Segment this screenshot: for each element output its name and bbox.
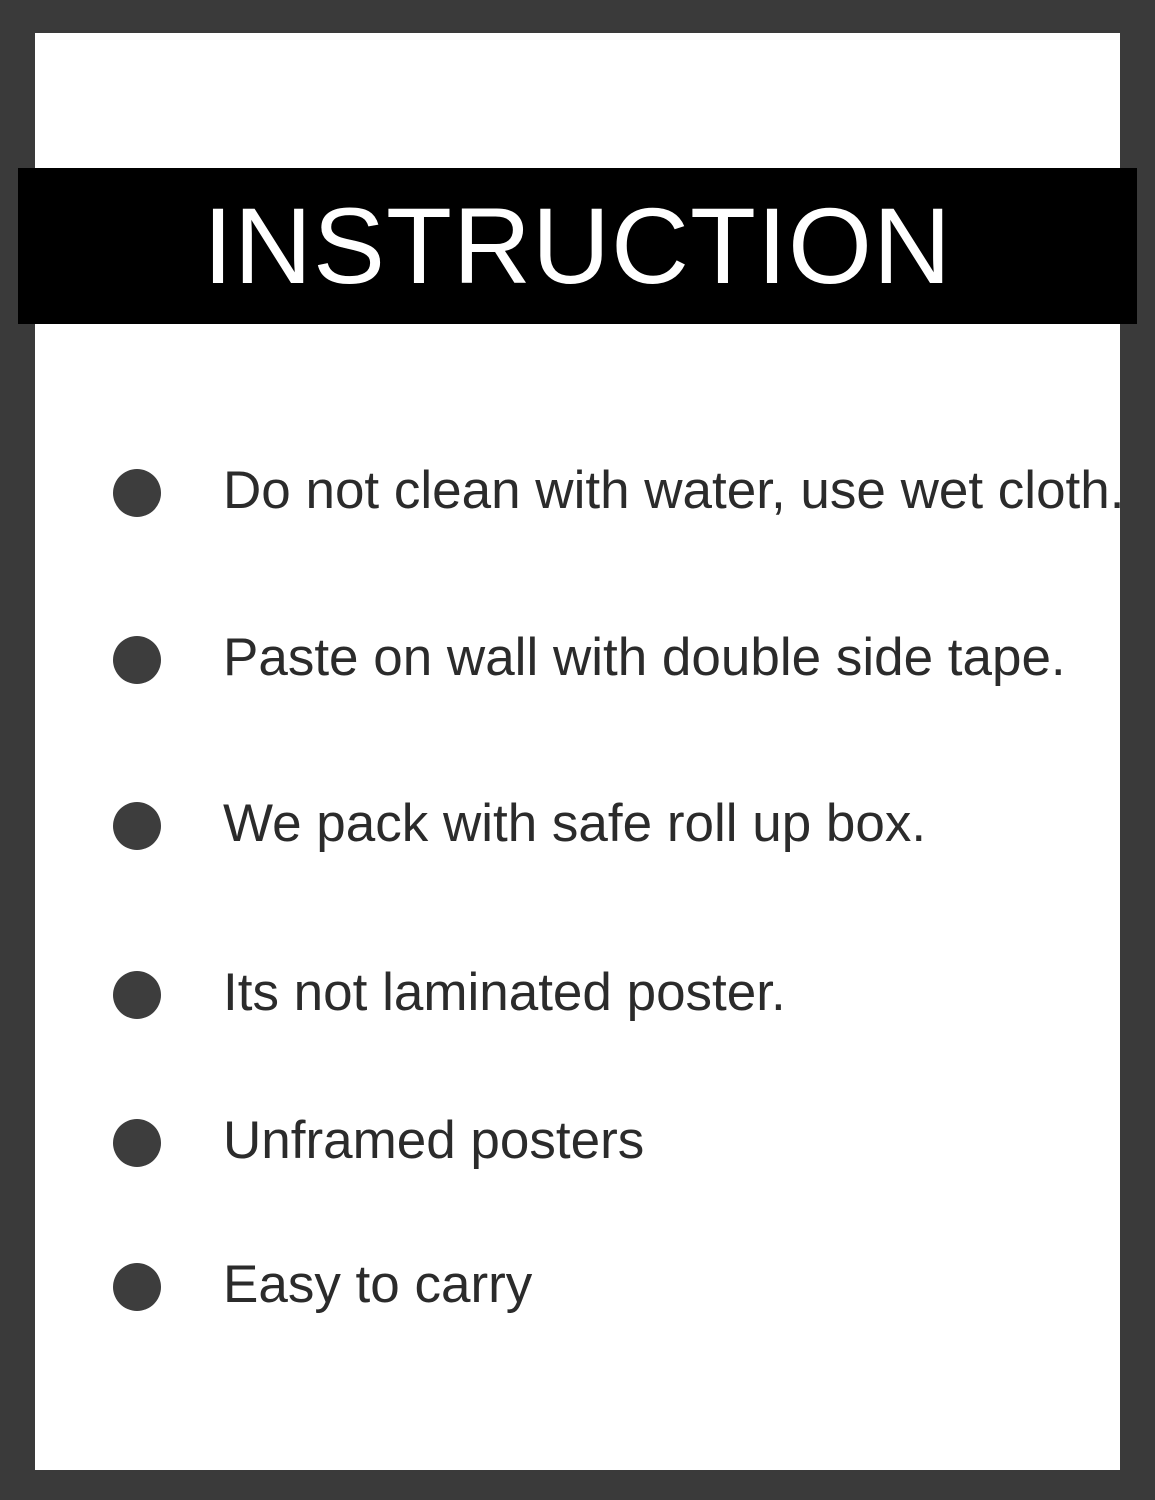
bullet-icon [113,1263,161,1311]
bullet-icon [113,1119,161,1167]
page-title: INSTRUCTION [203,185,952,306]
bullet-icon [113,971,161,1019]
list-item-label: Do not clean with water, use wet cloth. [223,461,1125,520]
list-item [70,627,1155,687]
title-banner [18,168,1137,324]
list-item-label: Unframed posters [223,1110,645,1170]
list-item [70,1110,1155,1170]
bullet-icon [113,469,161,517]
list-item-label: Easy to carry [223,1255,533,1315]
list-item-label: We pack with safe roll up box. [223,794,927,854]
list-item [70,463,1155,519]
bullet-icon [113,636,161,684]
list-item-label: Its not laminated poster. [223,962,786,1022]
list-item-label: Paste on wall with double side tape. [223,627,1066,687]
list-item [70,962,1155,1022]
list-item [70,1257,1155,1313]
bullet-icon [113,802,161,850]
list-item [70,796,1155,852]
instruction-list [70,463,1155,1313]
